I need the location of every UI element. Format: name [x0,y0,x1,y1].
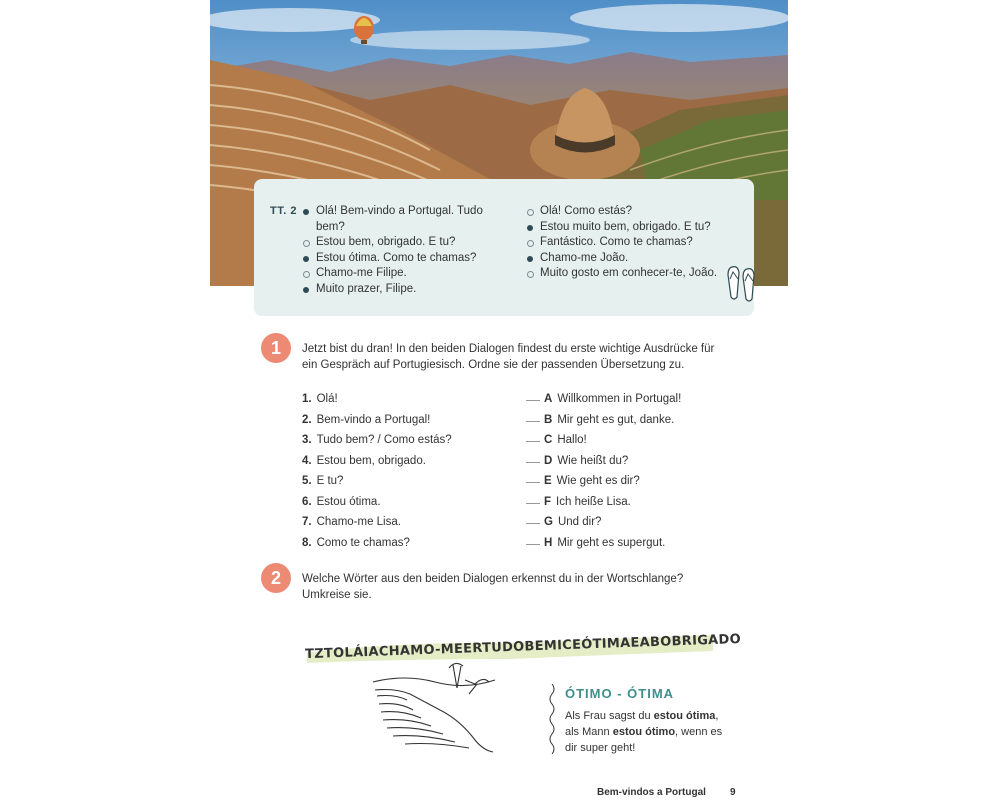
dialogue-left [302,204,502,297]
list-item: F Ich heiße Lisa. [526,494,681,515]
answer-blank[interactable] [526,400,540,401]
answer-blank[interactable] [526,503,540,504]
list-item: 4. Estou bem, obrigado. [302,454,426,467]
list-item: D Wie heißt du? [526,453,681,474]
note-text: Als Frau sagst du estou ótima, als Mann estou ótimo, wenn es dir super geht! [565,710,723,754]
list-item: A Willkommen in Portugal! [526,391,681,412]
word-snake[interactable] [304,631,742,663]
list-item: 3. Tudo bem? / Como estás? [302,434,452,446]
answer-blank[interactable] [526,441,540,442]
exercise-2-instruction: Welche Wörter aus den beiden Dialogen erkennst du in der Wortschlange? Umkreise sie. [302,573,684,601]
dialogue-line: Muito prazer, Filipe. [302,282,502,298]
answer-blank[interactable] [526,544,540,545]
word-snake-text: TZTOLÁIACHAMO-MEERTUDOBEMICEÓTIMAEABOBRIGADO [304,631,742,663]
list-item: 1. Olá! [302,393,338,405]
wavy-divider [548,684,556,754]
dialogue-line: Fantástico. Como te chamas? [526,235,726,251]
track-label: TT. 2 [270,205,297,217]
dialogue-line: Chamo-me Filipe. [302,266,502,282]
dialogue-line: Olá! Bem-vindo a Portugal. Tudo bem? [302,204,502,235]
answer-blank[interactable] [526,462,540,463]
dialogue-line: Chamo-me João. [526,251,726,267]
list-item: 2. Bem-vindo a Portugal! [302,413,431,426]
dialogue-line: Muito gosto em conhecer-te, João. [526,266,726,282]
exercise-1-instruction: Jetzt bist du dran! In den beiden Dialogen findest du erste wichtige Ausdrücke für ein Gespräch auf Portugiesisch. Ordne sie der passenden Übersetzung zu. [302,343,715,371]
expression-list [302,391,452,555]
page-number: 9 [730,787,736,798]
dialogue-line: Estou bem, obrigado. E tu? [302,235,502,251]
answer-blank[interactable] [526,421,540,422]
dialogue-box [254,179,754,316]
note-title: ÓTIMO - ÓTIMA [565,686,675,701]
answer-blank[interactable] [526,523,540,524]
list-item: 6. Estou ótima. [302,495,381,508]
list-item: 7. Chamo-me Lisa. [302,516,401,528]
flip-flops-icon [726,263,760,303]
dialogue-line: Estou muito bem, obrigado. E tu? [526,220,726,236]
list-item: G Und dir? [526,514,681,535]
footer-title: Bem-vindos a Portugal [597,787,706,798]
list-item: E Wie geht es dir? [526,473,681,494]
list-item: C Hallo! [526,432,681,453]
dialogue-right [526,204,726,282]
list-item: B Mir geht es gut, danke. [526,412,681,433]
translation-list [526,391,681,555]
dialogue-line: Olá! Como estás? [526,204,726,220]
list-item: 5. E tu? [302,475,344,487]
answer-blank[interactable] [526,482,540,483]
exercise-number-1: 1 [261,333,291,363]
list-item: H Mir geht es supergut. [526,535,681,556]
dialogue-line: Estou ótima. Como te chamas? [302,251,502,267]
beach-illustration-icon [365,660,500,755]
exercise-number-2: 2 [261,563,291,593]
list-item: 8. Como te chamas? [302,536,410,549]
